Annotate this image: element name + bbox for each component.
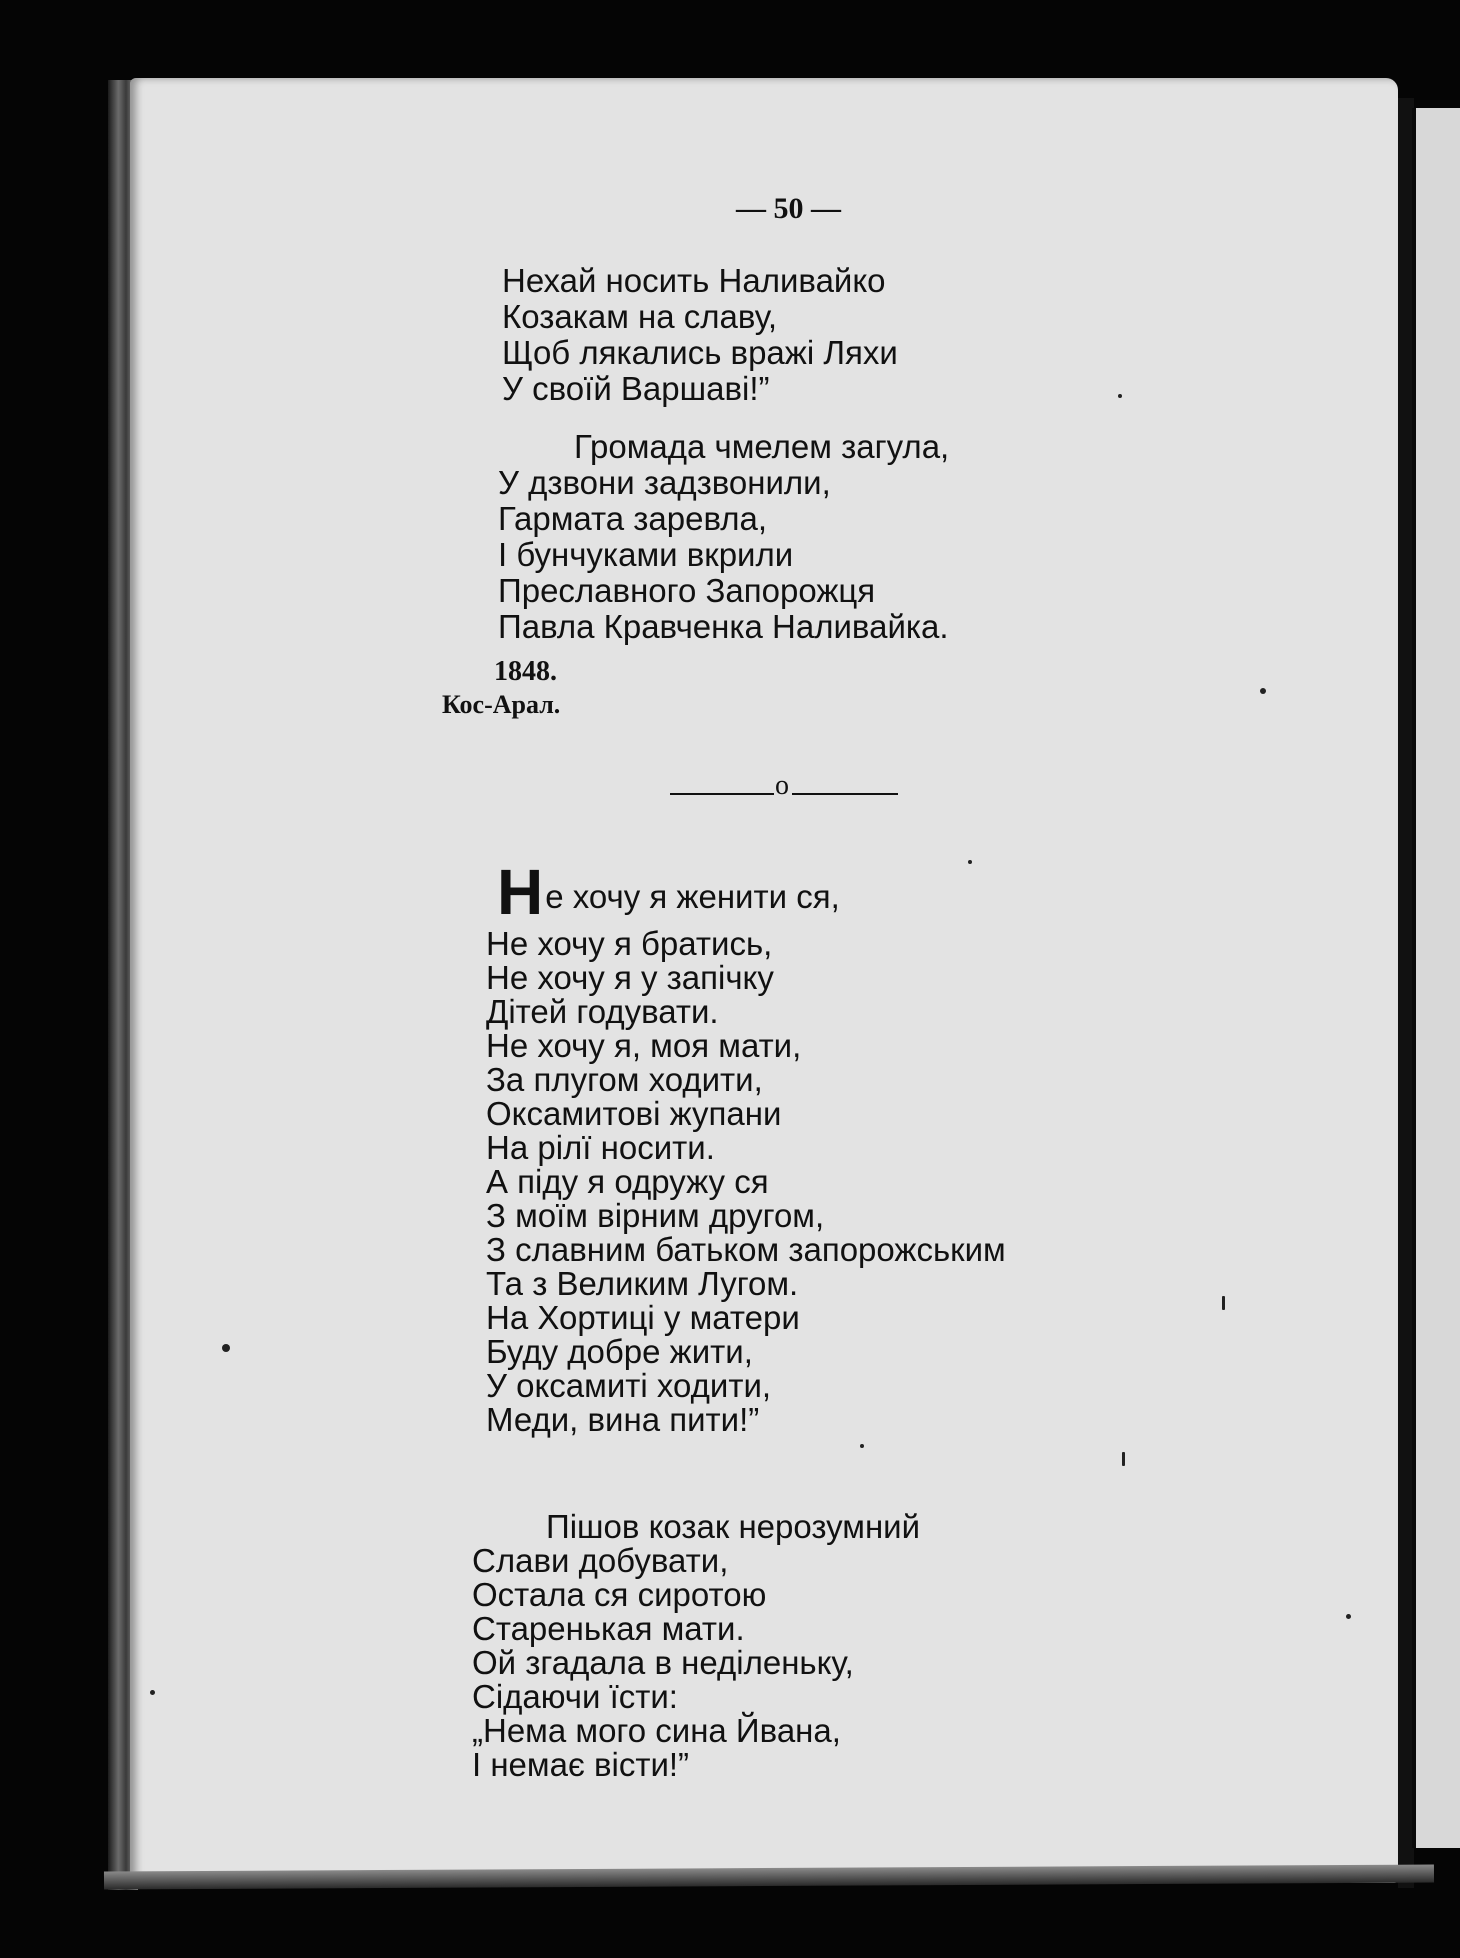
divider-mark: o [775,770,789,801]
verse-line: Та з Великим Лугом. [486,1265,799,1302]
scan-speck [1118,394,1122,398]
divider-rule-right [792,793,898,795]
verse-line: У дзвони задзвонили, [498,464,831,501]
poem-next-stanza-1 [486,925,1086,1465]
verse-line: Остала ся сиротою [472,1576,767,1613]
scan-speck [1260,688,1266,694]
verse-line: Не хочу я братись, [486,925,773,962]
verse-line: На Хортиці у матери [486,1299,800,1336]
divider-rule-left [670,793,774,795]
verse-line: е хочу я женити ся, [545,878,840,915]
verse-line: Не хочу я у запічку [486,959,774,996]
verse-line: Громада чмелем загула, [574,428,950,465]
verse-line: За плугом ходити, [486,1061,763,1098]
scan-speck [222,1344,230,1352]
verse-line: Нехай носить Наливайко [502,262,886,299]
verse-line: Пішов козак нерозумний [546,1508,921,1545]
scan-speck [1222,1296,1225,1310]
verse-line: Щоб лякались вражі Ляхи [502,334,898,371]
scan-speck [1346,1614,1351,1619]
verse-line: Дітей годувати. [486,993,719,1030]
verse-line: Не хочу я, моя мати, [486,1027,802,1064]
poem-year: 1848. [494,656,557,687]
poem-end-stanza-1 [502,262,1002,412]
page-number: — 50 — [736,192,841,225]
scan-speck [968,860,972,864]
verse-line: Сідаючи їсти: [472,1678,678,1715]
next-page-edge [1412,108,1460,1848]
verse-line: Козакам на славу, [502,298,778,335]
verse-line: Буду добре жити, [486,1333,753,1370]
verse-line: „Нема мого сина Йвана, [472,1712,841,1749]
verse-line: З моїм вірним другом, [486,1197,825,1234]
verse-line: І бунчуками вкрили [498,536,794,573]
verse-line: Преславного Запорожця [498,572,876,609]
verse-line: Меди, вина пити!” [486,1401,760,1438]
poem-next-stanza-2 [472,1508,1032,1798]
verse-line: Оксамитові жупани [486,1095,782,1132]
verse-line: Гармата заревла, [498,500,768,537]
verse-line: І немає вісти!” [472,1746,690,1783]
verse-line: У своїй Варшаві!” [502,370,770,407]
poem-place: Кос-Арал. [442,690,561,719]
scan-speck [150,1690,155,1695]
verse-line: Павла Кравченка Наливайка. [498,608,949,645]
verse-line: У оксамиті ходити, [486,1367,772,1404]
drop-cap: Н [497,856,544,928]
verse-line: А піду я одружу ся [486,1163,769,1200]
scan-speck [1122,1452,1125,1466]
poem-end-stanza-2 [498,428,1018,658]
verse-line: З славним батьком запорожським [486,1231,1006,1268]
section-divider [670,770,898,810]
scan-speck [860,1444,864,1448]
poem-next-first-line [497,856,840,928]
verse-line: Слави добувати, [472,1542,729,1579]
verse-line: Старенькая мати. [472,1610,745,1647]
verse-line: На рілї носити. [486,1129,715,1166]
verse-line: Ой згадала в неділеньку, [472,1644,854,1681]
